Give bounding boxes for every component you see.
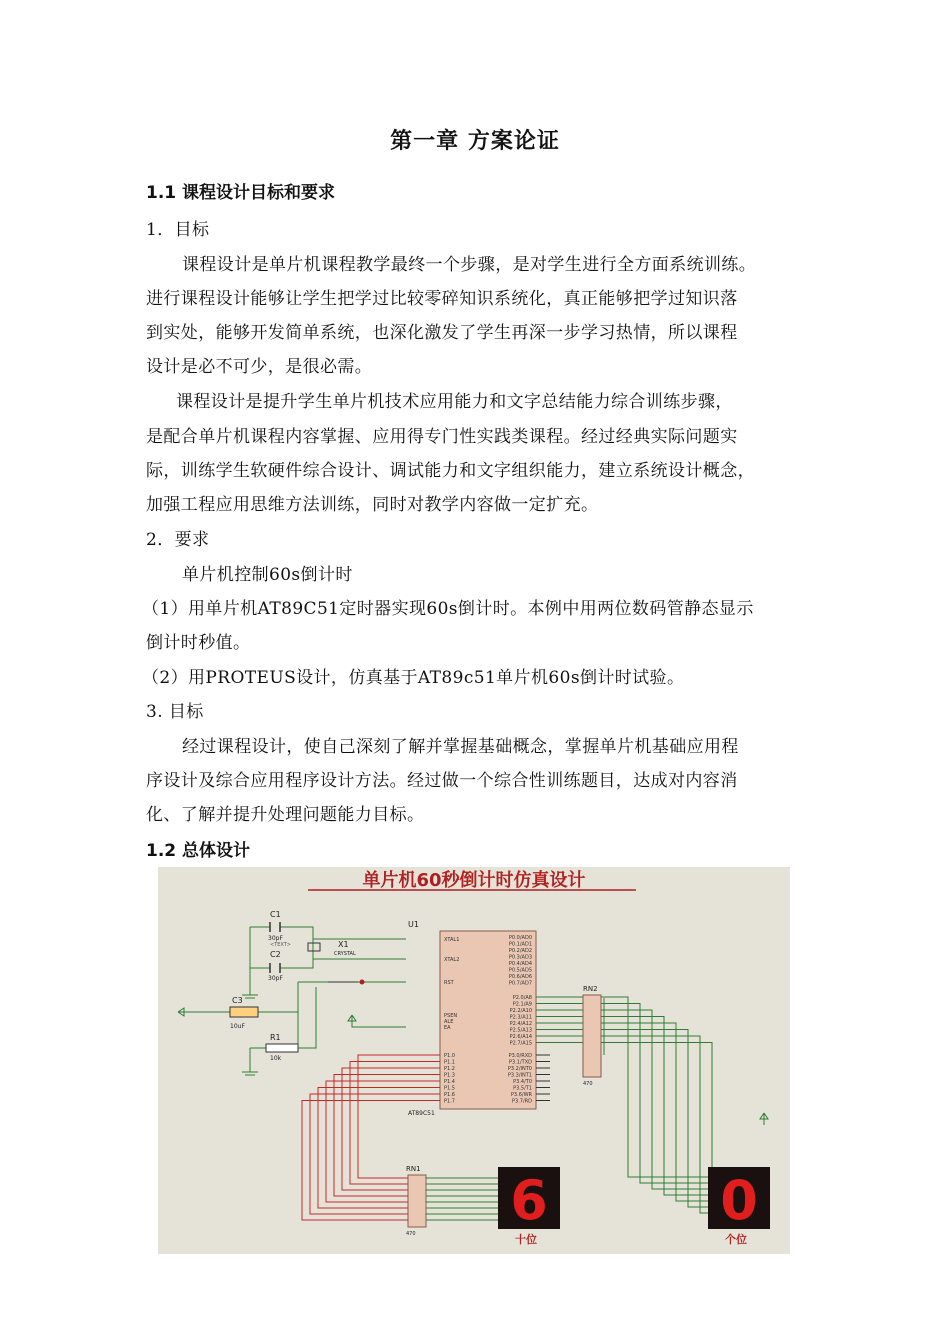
paragraph-2-line-3: 际，训练学生软硬件综合设计、调试能力和文字组织能力，建立系统设计概念， bbox=[146, 461, 755, 481]
u1-pin-p2-7: P2.7/A15 bbox=[509, 1040, 532, 1047]
section-heading-1-2: 1.2 总体设计 bbox=[146, 841, 251, 861]
u1-pin-p3-5: P3.5/T1 bbox=[513, 1085, 532, 1092]
paragraph-3-line-3: 化、了解并提升处理问题能力目标。 bbox=[146, 805, 425, 825]
c1-value: 30pF bbox=[268, 935, 283, 942]
wire-rn2-2 bbox=[601, 1010, 708, 1189]
u1-pin-rst: RST bbox=[444, 980, 454, 986]
u1-pin-p3-3: P3.3/INT1 bbox=[507, 1072, 532, 1079]
requirement-2: （2）用PROTEUS设计，仿真基于AT89c51单片机60s倒计时试验。 bbox=[142, 668, 685, 688]
wire-p1-1 bbox=[350, 1062, 440, 1185]
u1-pin-xtal1: XTAL1 bbox=[444, 937, 460, 943]
u1-pin-p2-1: P2.1/A9 bbox=[512, 1001, 532, 1008]
rn2-value: 470 bbox=[583, 1081, 593, 1087]
requirement-line: 单片机控制60s倒计时 bbox=[182, 565, 353, 585]
paragraph-2-line-2: 是配合单片机课程内容掌握、应用得专门性实践类课程。经过经典实际问题实 bbox=[146, 427, 738, 447]
u1-pin-p2-0: P2.0/A8 bbox=[512, 995, 532, 1001]
c3-label: C3 bbox=[232, 996, 243, 1005]
wire-rn2-5 bbox=[601, 1030, 708, 1208]
u1-pin-p0-2: P0.2/AD2 bbox=[508, 948, 532, 954]
u1-pin-ale: ALE bbox=[444, 1019, 454, 1025]
requirement-1-line-1: （1）用单片机AT89C51定时器实现60s倒计时。本例中用两位数码管静态显示 bbox=[142, 599, 754, 619]
u1-pin-p1-2: P1.2 bbox=[444, 1066, 455, 1072]
u1-pin-p0-4: P0.4/AD4 bbox=[508, 961, 532, 967]
u1-pin-p3-7: P3.7/RD bbox=[512, 1098, 532, 1105]
u1-pin-p2-3: P2.3/A11 bbox=[509, 1014, 532, 1021]
c2-value: 30pF bbox=[268, 975, 283, 982]
paragraph-1-line-2: 进行课程设计能够让学生把学过比较零碎知识系统化，真正能够把学过知识落 bbox=[146, 289, 738, 309]
tens-digit-label: 十位 bbox=[515, 1233, 537, 1246]
paragraph-2-line-1: 课程设计是提升学生单片机技术应用能力和文字总结能力综合训练步骤， bbox=[176, 392, 733, 412]
x1-label: X1 bbox=[338, 940, 349, 949]
paragraph-2-line-4: 加强工程应用思维方法训练，同时对教学内容做一定扩充。 bbox=[146, 495, 599, 515]
ones-digit-display: 0 bbox=[720, 1169, 758, 1232]
u1-pin-p3-2: P3.2/INT0 bbox=[507, 1066, 532, 1072]
item-heading-3: 3. 目标 bbox=[146, 702, 204, 722]
schematic-figure bbox=[158, 867, 790, 1254]
u1-pin-p1-6: P1.6 bbox=[444, 1092, 455, 1098]
paragraph-1-line-1: 课程设计是单片机课程教学最终一个步骤，是对学生进行全方面系统训练。 bbox=[182, 255, 757, 275]
u1-pin-p2-4: P2.4/A12 bbox=[509, 1021, 532, 1027]
wire-rn2-4 bbox=[601, 1023, 708, 1201]
wire-rn2-0 bbox=[601, 997, 708, 1177]
rn2-label: RN2 bbox=[583, 985, 598, 993]
u1-part: AT89C51 bbox=[408, 1110, 435, 1117]
u1-pin-p3-1: P3.1/TXD bbox=[509, 1059, 532, 1066]
u1-pin-p0-3: P0.3/AD3 bbox=[508, 954, 532, 961]
rn1-value: 470 bbox=[406, 1231, 416, 1237]
u1-pin-p1-7: P1.7 bbox=[444, 1098, 455, 1105]
u1-pin-p0-7: P0.7/AD7 bbox=[508, 980, 532, 987]
u1-pin-p1-0: P1.0 bbox=[444, 1053, 455, 1059]
u1-pin-p3-6: P3.6/WR bbox=[510, 1092, 532, 1098]
u1-pin-p3-4: P3.4/T0 bbox=[513, 1079, 532, 1085]
u1-pin-xtal2: XTAL2 bbox=[444, 957, 460, 963]
tens-digit-display: 6 bbox=[510, 1169, 548, 1232]
schematic-diagram bbox=[158, 867, 790, 1254]
x1-value: CRYSTAL bbox=[334, 951, 356, 957]
u1-pin-p0-5: P0.5/AD5 bbox=[508, 967, 532, 974]
wire-rn2-7 bbox=[601, 1043, 712, 1220]
u1-pin-p0-6: P0.6/AD6 bbox=[508, 974, 532, 980]
paragraph-3-line-2: 序设计及综合应用程序设计方法。经过做一个综合性训练题目，达成对内容消 bbox=[146, 771, 738, 791]
u1-pin-psen: PSEN bbox=[444, 1013, 458, 1019]
u1-pin-p3-0: P3.0/RXD bbox=[508, 1053, 532, 1059]
schematic-title: 单片机60秒倒计时仿真设计 bbox=[362, 870, 586, 891]
c1-text-tag: <TEXT> bbox=[270, 942, 291, 948]
paragraph-1-line-3: 到实处，能够开发简单系统，也深化激发了学生再深一步学习热情，所以课程 bbox=[146, 323, 738, 343]
rn1-label: RN1 bbox=[406, 1165, 421, 1173]
r1-value: 10k bbox=[270, 1055, 282, 1062]
u1-pin-p2-5: P2.5/A13 bbox=[509, 1027, 532, 1034]
u1-pin-p0-1: P0.1/AD1 bbox=[508, 941, 532, 948]
section-heading-1-1: 1.1 课程设计目标和要求 bbox=[146, 183, 336, 203]
paragraph-3-line-1: 经过课程设计，使自己深刻了解并掌握基础概念，掌握单片机基础应用程 bbox=[182, 737, 739, 757]
item-heading-1: 1．目标 bbox=[146, 220, 210, 240]
wire-rn2-1 bbox=[601, 1004, 708, 1184]
u1-pin-p1-1: P1.1 bbox=[444, 1059, 455, 1066]
requirement-1-line-2: 倒计时秒值。 bbox=[146, 633, 251, 653]
r1-label: R1 bbox=[270, 1033, 281, 1042]
item-heading-2: 2．要求 bbox=[146, 530, 210, 550]
u1-pin-p2-2: P2.2/A10 bbox=[509, 1008, 532, 1014]
wire-rn2-6 bbox=[601, 1036, 708, 1213]
c3-value: 10uF bbox=[230, 1023, 245, 1030]
chapter-title: 第一章 方案论证 bbox=[390, 129, 560, 154]
u1-pin-p1-4: P1.4 bbox=[444, 1079, 455, 1085]
wire-p1-2 bbox=[342, 1068, 440, 1190]
u1-pin-p1-5: P1.5 bbox=[444, 1085, 455, 1092]
wire-rn2-3 bbox=[601, 1017, 708, 1196]
u1-pin-p0-0: P0.0/AD0 bbox=[508, 935, 532, 941]
u1-pin-ea: EA bbox=[444, 1025, 451, 1031]
u1-pin-p1-3: P1.3 bbox=[444, 1072, 455, 1079]
u1-pin-p2-6: P2.6/A14 bbox=[509, 1034, 532, 1040]
c2-label: C2 bbox=[270, 950, 281, 959]
u1-label: U1 bbox=[408, 920, 419, 929]
ones-digit-label: 个位 bbox=[725, 1233, 747, 1246]
paragraph-1-line-4: 设计是必不可少，是很必需。 bbox=[146, 357, 373, 377]
c1-label: C1 bbox=[270, 910, 281, 919]
